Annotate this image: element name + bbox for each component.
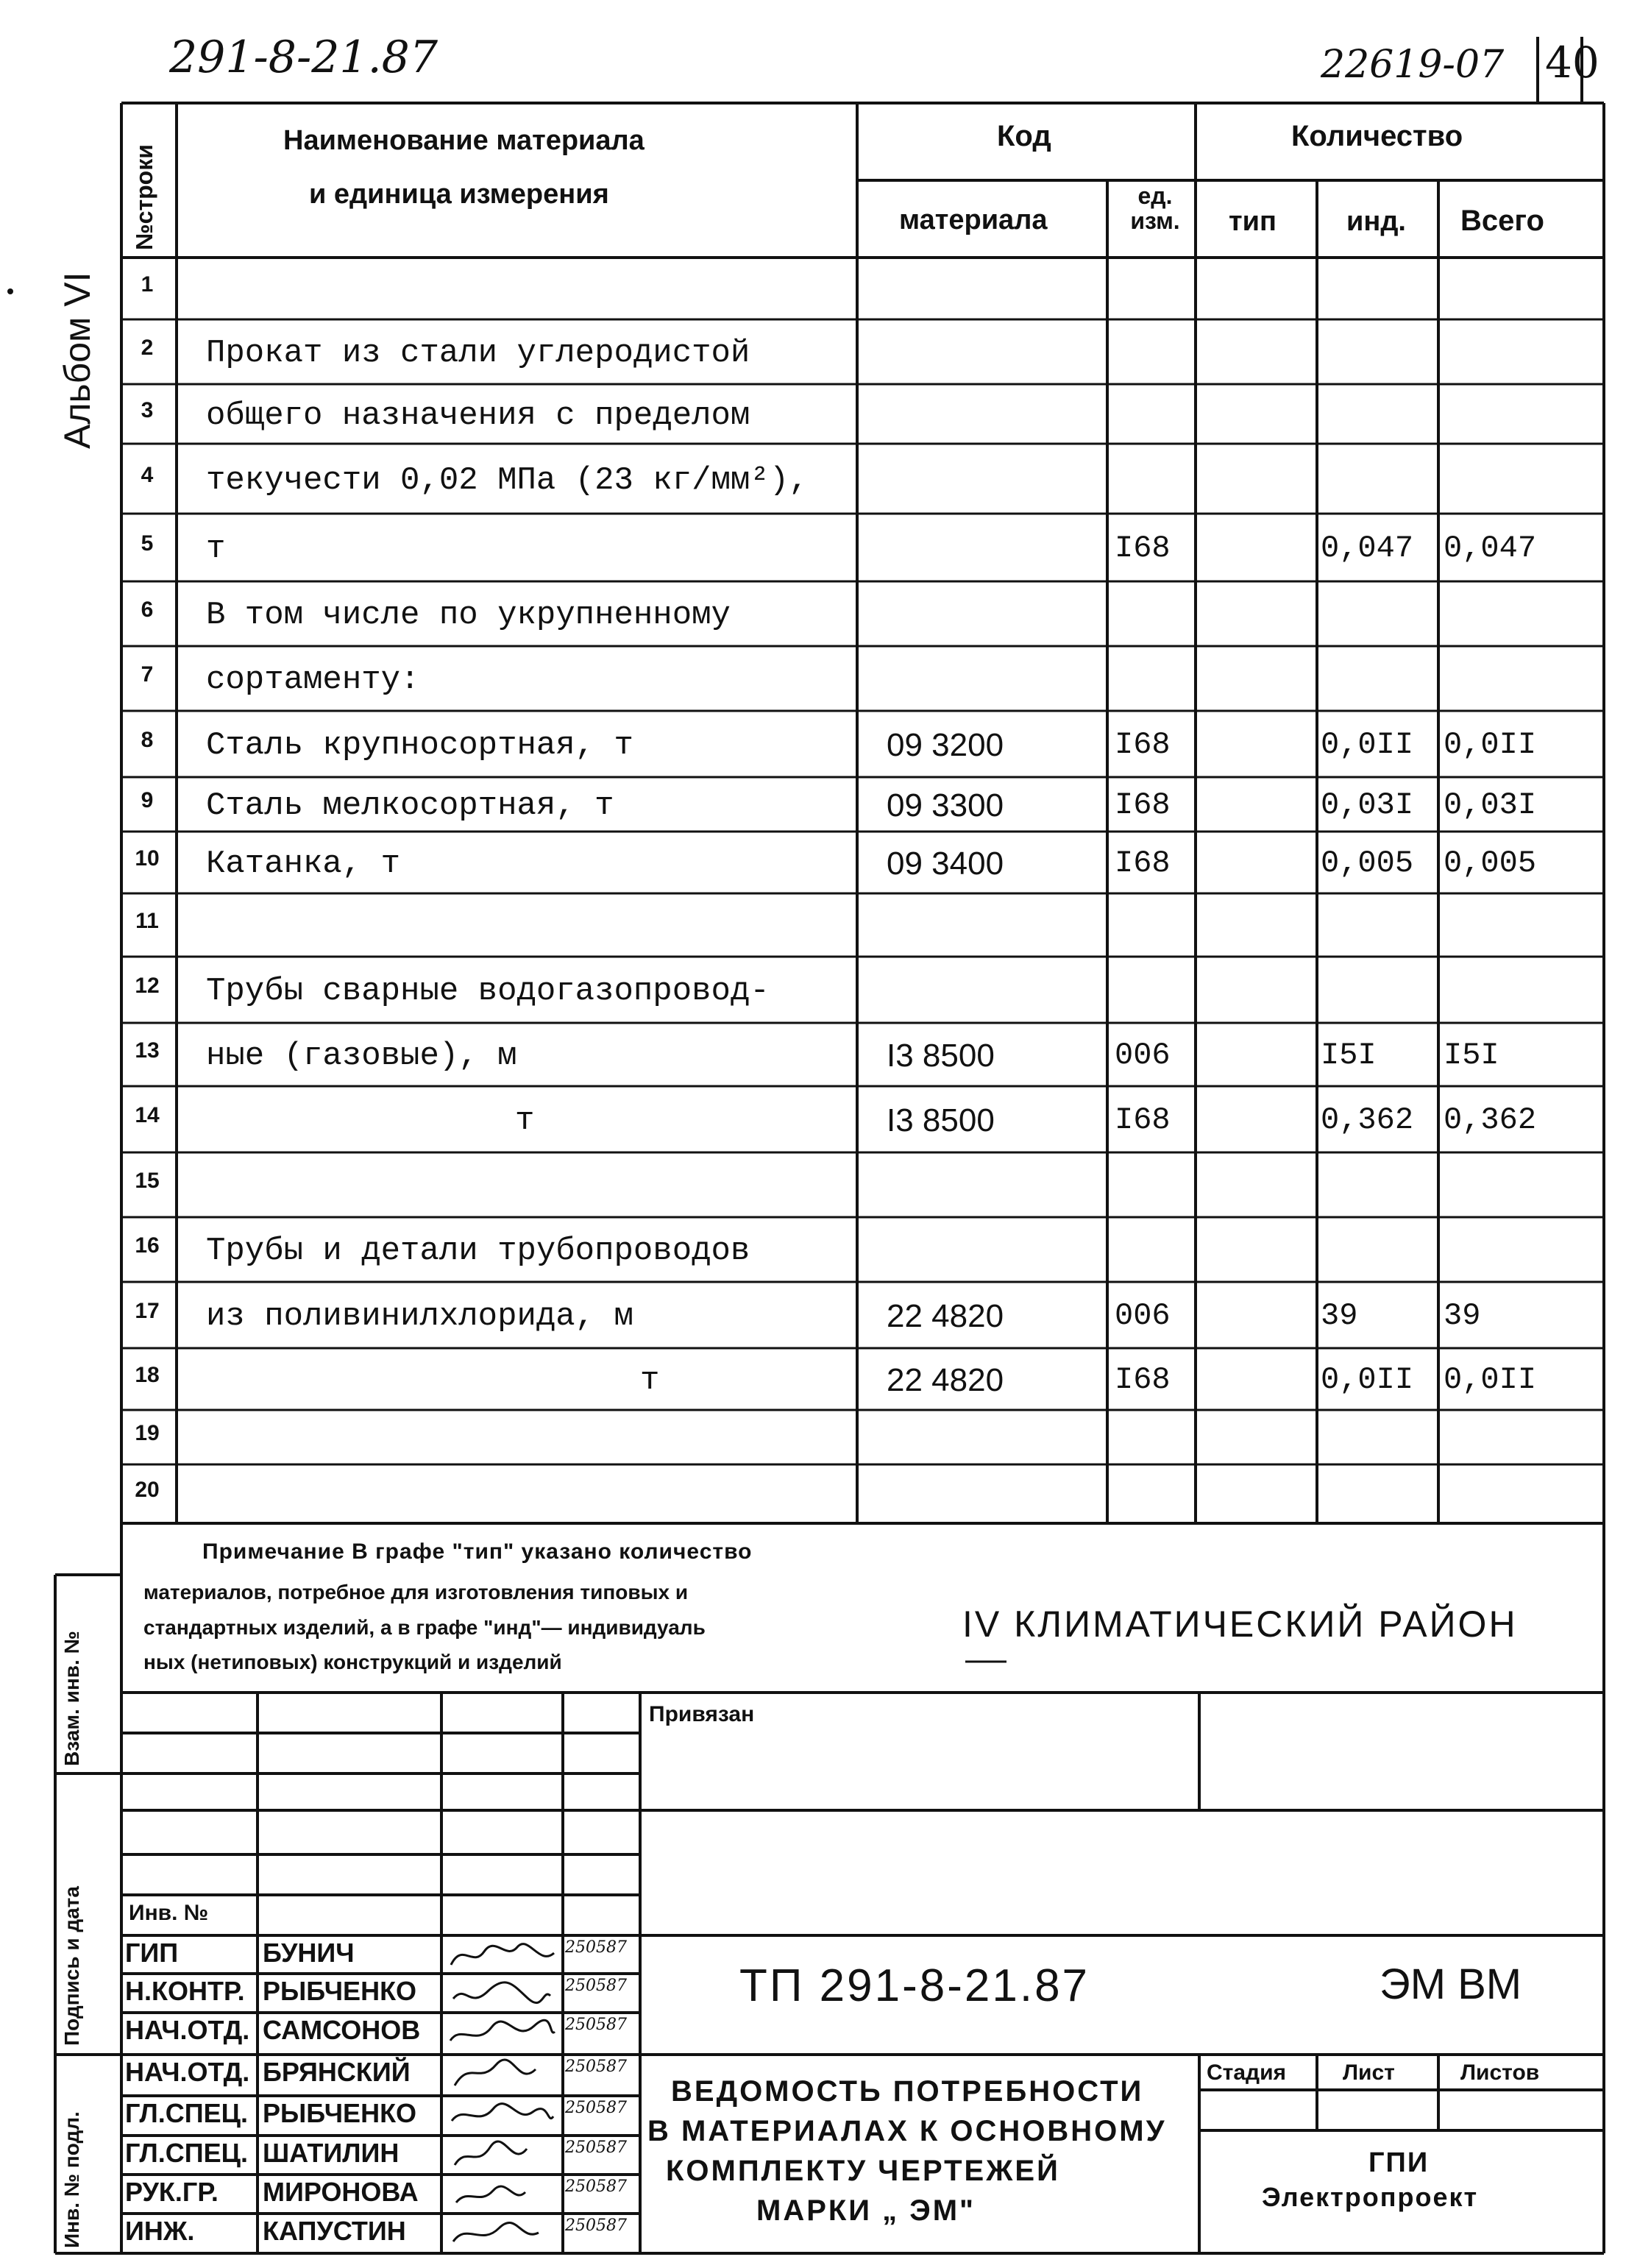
qty-ind: 39 (1321, 1298, 1358, 1333)
row-number: 11 (135, 909, 159, 933)
signer-date: 250587 (565, 2058, 627, 2076)
signer-role: ИНЖ. (125, 2216, 195, 2246)
stamp-title-line-2: В МАТЕРИАЛАХ К ОСНОВНОМУ (647, 2115, 1167, 2147)
stamp-designation: ТП 291-8-21.87 (739, 1960, 1090, 2011)
qty-total: 0,005 (1444, 846, 1537, 881)
row-number: 12 (135, 974, 160, 998)
unit-code: I68 (1115, 531, 1171, 566)
stamp-inv-no: Инв. № (129, 1901, 209, 1925)
header-qty-type: тип (1229, 206, 1277, 237)
qty-ind: I5I (1321, 1038, 1377, 1073)
header-code-material: материала (899, 205, 1048, 235)
row-number: 10 (135, 846, 160, 871)
stamp-privyazan: Привязан (649, 1702, 755, 1726)
signature (447, 2216, 558, 2252)
qty-total: I5I (1444, 1038, 1499, 1073)
row-number: 14 (135, 1103, 160, 1127)
row-number: 5 (141, 531, 154, 556)
label-podpis-data: Подпись и дата (60, 1886, 83, 2046)
signer-name: САМСОНОВ (263, 2015, 421, 2045)
header-code-unit: ед. изм. (1130, 182, 1180, 234)
stamp-org-line-2: Электропроект (1262, 2182, 1479, 2212)
stamp-sheet-label: Лист (1343, 2060, 1395, 2085)
unit-code: 006 (1115, 1038, 1171, 1073)
note-line-4: ных (нетиповых) конструкций и изделий (143, 1651, 562, 1673)
header-quantity: Количество (1291, 120, 1463, 152)
row-number: 17 (135, 1299, 160, 1323)
signature (447, 2138, 558, 2174)
signer-name: БУНИЧ (263, 1938, 355, 1968)
row-number: 1 (141, 272, 154, 297)
row-number: 2 (141, 336, 154, 360)
signature (447, 1938, 558, 1974)
material-name: сортаменту: (206, 662, 420, 698)
qty-ind: 0,0II (1321, 1362, 1414, 1397)
material-name: Сталь крупносортная, т (206, 727, 633, 764)
stamp-title-line-4: МАРКИ „ ЭМ" (756, 2194, 976, 2227)
signer-role: ГИП (125, 1938, 179, 1968)
stamp-stage-label: Стадия (1207, 2060, 1287, 2085)
qty-total: 0,0II (1444, 1362, 1537, 1397)
signer-date: 250587 (565, 2216, 627, 2235)
material-code: 09 3300 (887, 787, 1004, 823)
qty-total: 0,0II (1444, 727, 1537, 762)
signer-role: Н.КОНТР. (125, 1976, 245, 2006)
signer-date: 250587 (565, 1977, 627, 1995)
signature (447, 2177, 558, 2213)
row-number: 3 (141, 397, 154, 422)
note-line-2: материалов, потребное для изготовления типовых и (143, 1581, 689, 1603)
signer-name: РЫБЧЕНКО (263, 2098, 417, 2128)
signature (447, 1977, 558, 2012)
signer-name: ШАТИЛИН (263, 2138, 400, 2168)
signature (447, 2099, 558, 2134)
stamp-org-line-1: ГПИ (1368, 2147, 1430, 2178)
header-qty-total: Всего (1460, 205, 1544, 237)
signer-name: МИРОНОВА (263, 2177, 419, 2207)
row-number: 16 (135, 1233, 160, 1258)
row-number: 18 (135, 1363, 160, 1387)
material-name: ные (газовые), м (206, 1038, 517, 1074)
qty-ind: 0,362 (1321, 1102, 1414, 1138)
material-name: текучести 0,02 МПа (23 кг/мм²), (206, 461, 809, 499)
note-line-3: стандартных изделий, а в графе "инд"— индивидуаль (143, 1616, 706, 1639)
material-code: I3 8500 (887, 1038, 995, 1074)
qty-ind: 0,03I (1321, 787, 1414, 823)
signer-role: ГЛ.СПЕЦ. (125, 2138, 248, 2168)
material-name: из поливинилхлорида, м (206, 1298, 633, 1335)
header-name-line1: Наименование материала (283, 125, 645, 156)
row-number: 20 (135, 1478, 160, 1502)
material-name: Трубы сварные водогазопровод- (206, 973, 770, 1010)
unit-code: 006 (1115, 1298, 1171, 1333)
stamp-title-line-1: ВЕДОМОСТЬ ПОТРЕБНОСТИ (671, 2075, 1144, 2108)
row-number: 6 (141, 598, 154, 622)
row-number: 4 (141, 462, 154, 487)
signer-role: ГЛ.СПЕЦ. (125, 2098, 248, 2128)
unit-code: I68 (1115, 846, 1171, 881)
signature (447, 2058, 558, 2093)
signer-date: 250587 (565, 2016, 627, 2034)
album-label: Альбом VI (57, 272, 98, 449)
stamp-sheets-label: Листов (1460, 2060, 1540, 2085)
header-code: Код (997, 120, 1051, 152)
material-code: I3 8500 (887, 1102, 995, 1138)
row-number: 13 (135, 1038, 160, 1063)
header-row-number: №строки (131, 144, 157, 250)
signer-date: 250587 (565, 2099, 627, 2117)
document-code-top-right: 22619-07 (1321, 43, 1505, 87)
unit-code: I68 (1115, 1102, 1171, 1138)
header-qty-ind: инд. (1346, 206, 1406, 237)
qty-ind: 0,005 (1321, 846, 1414, 881)
unit-code: I68 (1115, 1362, 1171, 1397)
signer-role: НАЧ.ОТД. (125, 2057, 250, 2087)
note-line-1: Примечание В графе "тип" указано количество (202, 1539, 753, 1564)
climate-region: IV КЛИМАТИЧЕСКИЙ РАЙОН (962, 1603, 1518, 1645)
material-code: 09 3200 (887, 727, 1004, 763)
stamp-mark: ЭМ ВМ (1380, 1960, 1522, 2008)
page-number: 40 (1545, 38, 1599, 88)
qty-total: 0,047 (1444, 531, 1537, 566)
material-name: общего назначения с пределом (206, 397, 750, 434)
unit-code: I68 (1115, 787, 1171, 823)
material-name: т (640, 1362, 660, 1399)
row-number: 19 (135, 1421, 160, 1445)
material-name: Прокат из стали углеродистой (206, 335, 750, 372)
qty-ind: 0,0II (1321, 727, 1414, 762)
material-code: 09 3400 (887, 846, 1004, 882)
row-number: 8 (141, 728, 154, 752)
material-name: В том числе по укрупненному (206, 597, 731, 634)
material-name: Сталь мелкосортная, т (206, 787, 614, 824)
signer-date: 250587 (565, 1938, 627, 1957)
row-number: 15 (135, 1169, 160, 1193)
qty-total: 0,03I (1444, 787, 1537, 823)
material-name: Трубы и детали трубопроводов (206, 1233, 750, 1269)
qty-total: 0,362 (1444, 1102, 1537, 1138)
signer-name: КАПУСТИН (263, 2216, 406, 2246)
row-number: 7 (141, 662, 154, 687)
qty-ind: 0,047 (1321, 531, 1414, 566)
signer-name: РЫБЧЕНКО (263, 1976, 417, 2006)
header-name-line2: и единица измерения (309, 179, 609, 210)
signer-role: РУК.ГР. (125, 2177, 219, 2207)
material-name: Катанка, т (206, 846, 401, 882)
material-code: 22 4820 (887, 1298, 1004, 1334)
signer-date: 250587 (565, 2138, 627, 2157)
signer-date: 250587 (565, 2177, 627, 2196)
signer-name: БРЯНСКИЙ (263, 2057, 411, 2087)
unit-code: I68 (1115, 727, 1171, 762)
label-inv-podl: Инв. № подл. (60, 2111, 83, 2248)
signer-role: НАЧ.ОТД. (125, 2015, 250, 2045)
material-name: т (206, 531, 226, 567)
material-name: т (515, 1102, 535, 1139)
stamp-title-line-3: КОМПЛЕКТУ ЧЕРТЕЖЕЙ (666, 2155, 1060, 2187)
label-vzam-inv: Взам. инв. № (60, 1631, 83, 1766)
document-code-top-left: 291-8-21.87 (169, 32, 439, 83)
row-number: 9 (141, 788, 154, 812)
qty-total: 39 (1444, 1298, 1481, 1333)
material-code: 22 4820 (887, 1362, 1004, 1398)
signature (447, 2016, 558, 2051)
